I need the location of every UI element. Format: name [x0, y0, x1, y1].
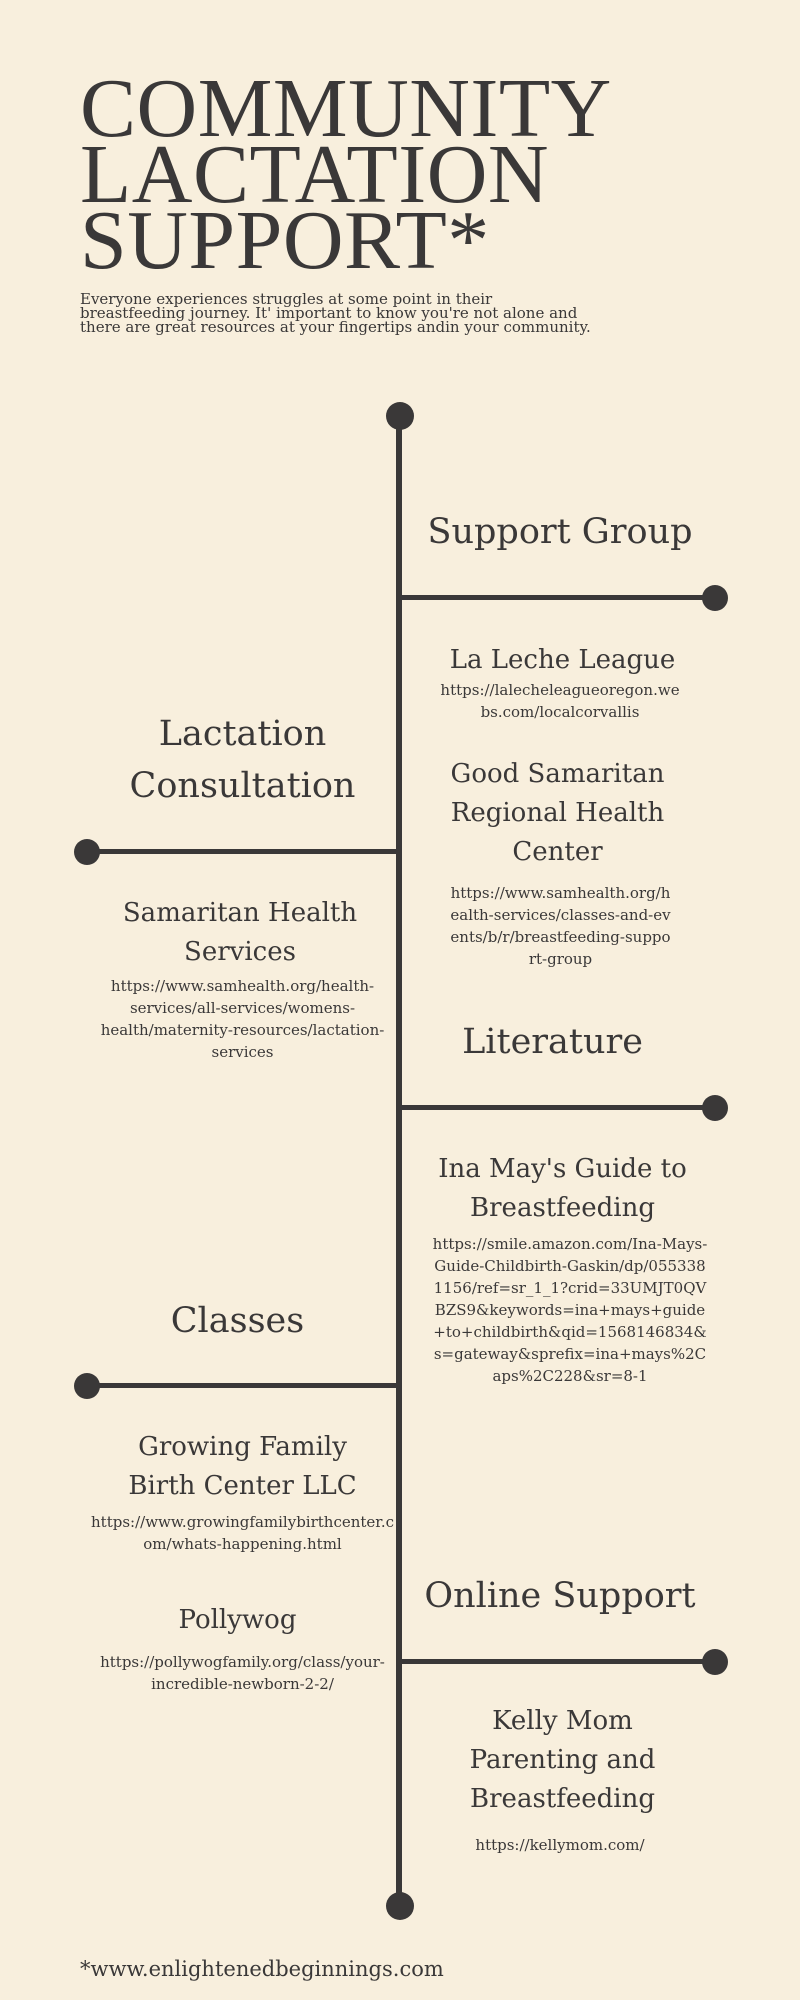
- samaritan-health-services-link[interactable]: https://www.samhealth.org/health-services/all-services/womens-health/maternity-resources/lactation-services: [100, 977, 385, 1061]
- online-support-branch-line: [399, 1659, 714, 1664]
- support-group-branch-line: [399, 595, 714, 600]
- good-samaritan-link[interactable]: https://www.samhealth.org/health-services/classes-and-events/b/r/breastfeeding-support-group: [450, 884, 671, 968]
- intro-paragraph: Everyone experiences struggles at some point in their breastfeeding journey. It' important to know you're not alone and there are great resources at your fingertips andin your community.: [80, 290, 591, 336]
- classes-heading: Classes: [170, 1301, 305, 1341]
- samaritan-health-services-title: Samaritan Health Services: [122, 898, 358, 967]
- literature-branch-dot: [702, 1095, 728, 1121]
- online-support-branch-dot: [702, 1649, 728, 1675]
- kelly-mom-link[interactable]: https://kellymom.com/: [475, 1836, 645, 1854]
- lactation-consultation-branch-dot: [74, 839, 100, 865]
- good-samaritan-title: Good Samaritan Regional Health Center: [450, 759, 665, 867]
- title-line-2: LACTATION: [80, 128, 550, 221]
- la-leche-league-link[interactable]: https://lalecheleagueoregon.webs.com/localcorvallis: [440, 681, 680, 721]
- support-group-branch-dot: [702, 585, 728, 611]
- kelly-mom-title: Kelly Mom Parenting and Breastfeeding: [469, 1706, 656, 1814]
- timeline-top-dot: [386, 402, 414, 430]
- page-title: [80, 62, 620, 287]
- literature-heading: Literature: [462, 1022, 643, 1062]
- support-group-heading: Support Group: [427, 512, 693, 552]
- timeline-bottom-dot: [386, 1892, 414, 1920]
- la-leche-league-title: La Leche League: [449, 645, 676, 675]
- lactation-consultation-heading: Lactation Consultation: [129, 714, 356, 806]
- lactation-consultation-branch-line: [86, 849, 399, 854]
- title-line-1: COMMUNITY: [80, 62, 612, 155]
- online-support-heading: Online Support: [424, 1576, 696, 1616]
- ina-mays-guide-link[interactable]: https://smile.amazon.com/Ina-Mays-Guide-Childbirth-Gaskin/dp/0553381156/ref=sr_1_1?crid=33UMJT0QVBZS9&keywords=ina+mays+guide+to+childbirth&qid=1568146834&s=gateway&sprefix=ina+mays%2Caps%2C228&sr=8-1: [432, 1235, 708, 1385]
- timeline-vertical-line: [396, 414, 402, 1908]
- literature-branch-line: [399, 1105, 714, 1110]
- pollywog-link[interactable]: https://pollywogfamily.org/class/your-incredible-newborn-2-2/: [100, 1653, 385, 1693]
- pollywog-title: Pollywog: [178, 1605, 297, 1635]
- classes-branch-line: [86, 1383, 399, 1388]
- ina-mays-guide-title: Ina May's Guide to Breastfeeding: [438, 1154, 687, 1223]
- footer-website: *www.enlightenedbeginnings.com: [80, 1957, 444, 1981]
- title-line-3: SUPPORT*: [80, 194, 490, 287]
- growing-family-title: Growing Family Birth Center LLC: [128, 1432, 357, 1501]
- classes-branch-dot: [74, 1373, 100, 1399]
- growing-family-link[interactable]: https://www.growingfamilybirthcenter.com/whats-happening.html: [91, 1513, 394, 1553]
